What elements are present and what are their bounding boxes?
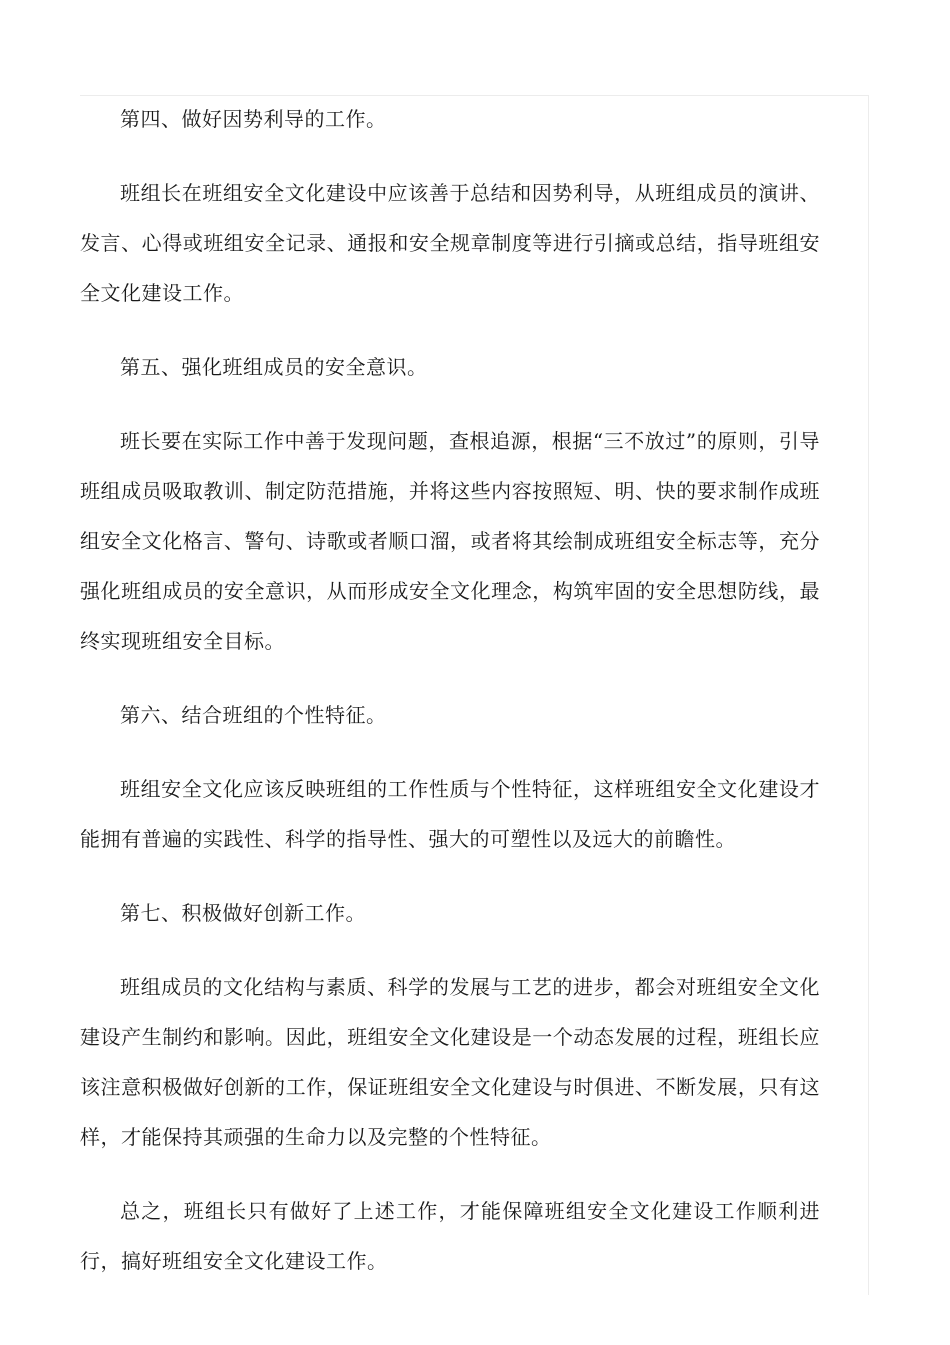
paragraph-4: 班组长在班组安全文化建设中应该善于总结和因势利导，从班组成员的演讲、发言、心得或班组安全记录、通报和安全规章制度等进行引摘或总结，指导班组安全文化建设工作。 [80,181,820,305]
section-heading-7: 第七、积极做好创新工作。 [120,901,366,925]
conclusion-paragraph: 总之，班组长只有做好了上述工作，才能保障班组安全文化建设工作顺利进行，搞好班组安全文化建设工作。 [80,1199,820,1273]
paragraph-7: 班组成员的文化结构与素质、科学的发展与工艺的进步，都会对班组安全文化建设产生制约和影响。因此，班组安全文化建设是一个动态发展的过程，班组长应该注意积极做好创新的工作，保证班组安全文化建设与时俱进、不断发展，只有这样，才能保持其顽强的生命力以及完整的个性特征。 [80,975,820,1149]
section-heading-4: 第四、做好因势利导的工作。 [120,107,387,131]
document-body [80,94,820,1310]
paragraph-5: 班长要在实际工作中善于发现问题，查根追源，根据“三不放过”的原则，引导班组成员吸取教训、制定防范措施，并将这些内容按照短、明、快的要求制作成班组安全文化格言、警句、诗歌或者顺口溜，或者将其绘制成班组安全标志等，充分强化班组成员的安全意识，从而形成安全文化理念，构筑牢固的安全思想防线，最终实现班组安全目标。 [80,429,820,653]
section-heading-6: 第六、结合班组的个性特征。 [120,703,387,727]
section-heading-5: 第五、强化班组成员的安全意识。 [120,355,428,379]
paragraph-6: 班组安全文化应该反映班组的工作性质与个性特征，这样班组安全文化建设才能拥有普遍的实践性、科学的指导性、强大的可塑性以及远大的前瞻性。 [80,777,820,851]
